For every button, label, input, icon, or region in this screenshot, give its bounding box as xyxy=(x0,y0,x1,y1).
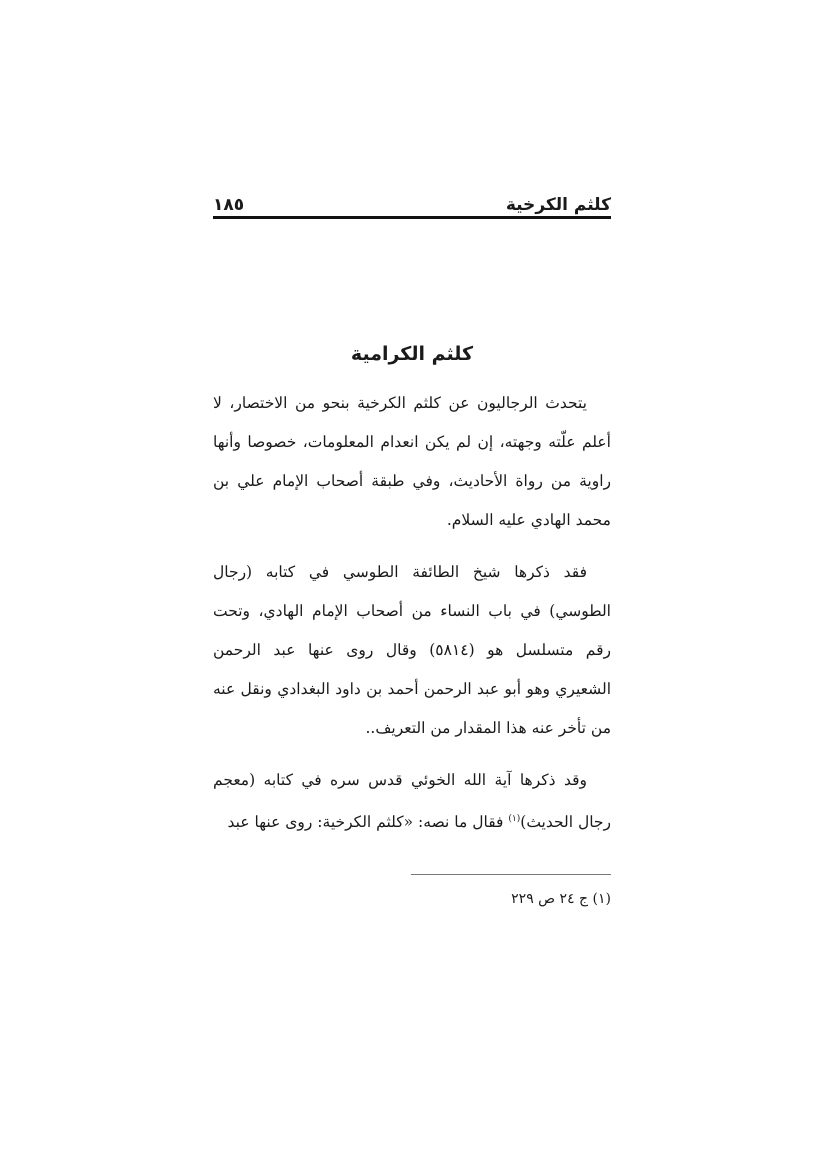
paragraph-3-start: وقد ذكرها آية الله الخوئي قدس سره في كتابه (معجم رجال الحديث) xyxy=(213,771,611,832)
section-heading: كلثم الكرامية xyxy=(350,343,474,365)
page-number: ١٨٥ xyxy=(213,195,245,215)
footnote-reference: (١) xyxy=(508,814,521,824)
footnote: (١) ج ٢٤ ص ٢٢٩ xyxy=(511,891,611,907)
body-text xyxy=(213,384,611,842)
header-rule xyxy=(213,216,611,219)
paragraph-2: فقد ذكرها شيخ الطائفة الطوسي في كتابه (رجال الطوسي) في باب النساء من أصحاب الإمام الهادي، وتحت رقم متسلسل هو (٥٨١٤) وقال روى عنها عبد الرحمن الشعيري وهو أبو عبد الرحمن أحمد بن داود البغدادي ونقل عنه من تأخر عنه هذا المقدار من التعريف.. xyxy=(213,563,611,737)
running-title: كلثم الكرخية xyxy=(505,195,611,215)
footnote-divider xyxy=(411,874,611,875)
paragraph-3-end: فقال ما نصه: «كلثم الكرخية: روى عنها عبد xyxy=(227,813,509,832)
paragraph-1: يتحدث الرجاليون عن كلثم الكرخية بنحو من الاختصار، لا أعلم علّته وجهته، إن لم يكن انعدام المعلومات، خصوصا وأنها راوية من رواة الأحاديث، وفي طبقة أصحاب الإمام علي بن محمد الهادي عليه السلام. xyxy=(213,394,611,529)
paragraph-3 xyxy=(213,761,611,842)
